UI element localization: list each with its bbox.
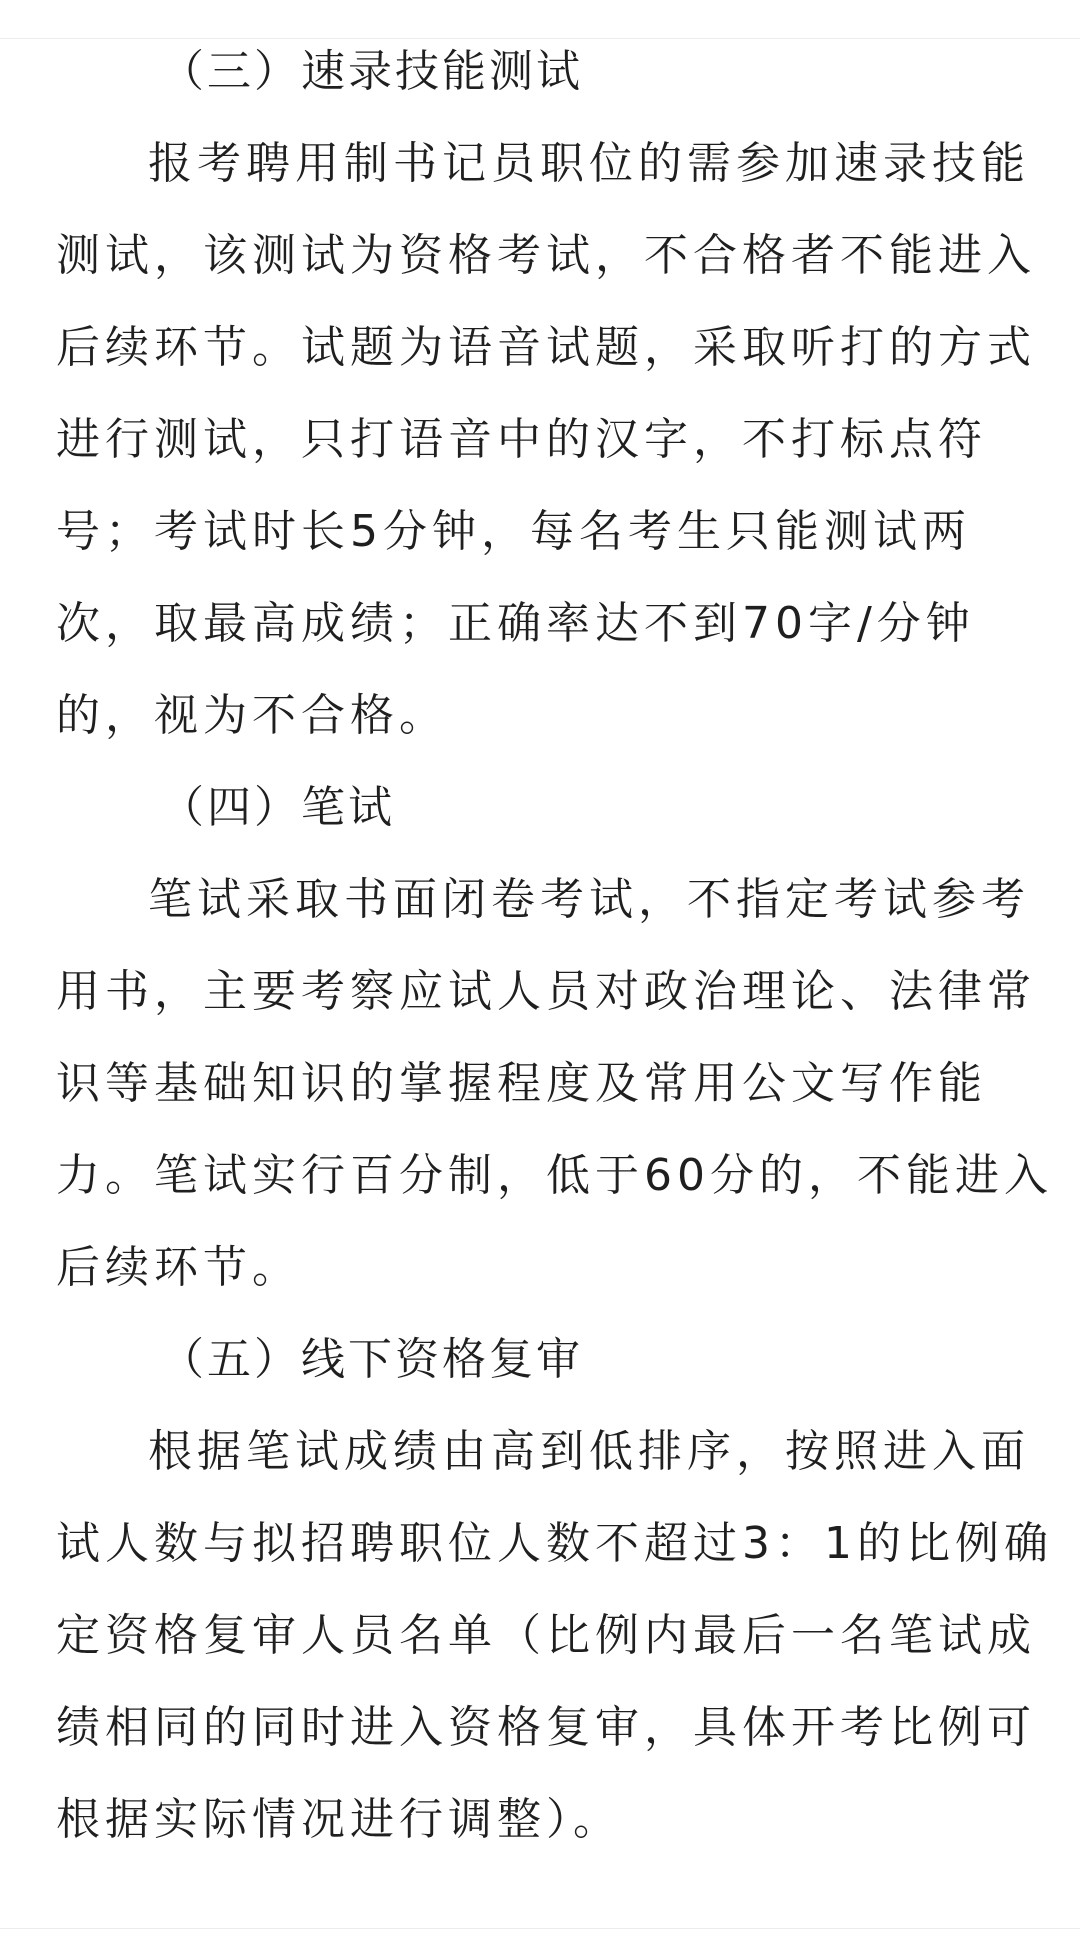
section-heading-written-exam: （四）笔试 <box>160 782 395 833</box>
paragraph-line: 定资格复审人员名单（比例内最后一名笔试成 <box>56 1610 1036 1661</box>
section-paragraph-qualification-review <box>56 1406 1053 1866</box>
paragraph-line: 号；考试时长5分钟，每名考生只能测试两 <box>56 506 971 557</box>
paragraph-line: 力。笔试实行百分制，低于60分的，不能进入 <box>56 1150 1053 1201</box>
paragraph-line: 用书，主要考察应试人员对政治理论、法律常 <box>56 966 1036 1017</box>
paragraph-line: 进行测试，只打语音中的汉字，不打标点符 <box>56 414 987 465</box>
paragraph-line: 根据笔试成绩由高到低排序，按照进入面 <box>148 1426 1030 1477</box>
paragraph-line: 笔试采取书面闭卷考试，不指定考试参考 <box>148 874 1030 925</box>
paragraph-line: 识等基础知识的掌握程度及常用公文写作能 <box>56 1058 987 1109</box>
paragraph-line: 后续环节。 <box>56 1242 301 1293</box>
section-paragraph-written-exam <box>56 854 1053 1314</box>
section-paragraph-speed-typing <box>56 118 1036 762</box>
paragraph-line: 后续环节。试题为语音试题，采取听打的方式 <box>56 322 1036 373</box>
paragraph-line: 试人数与拟招聘职位人数不超过3：1的比例确 <box>56 1518 1053 1569</box>
paragraph-line: 测试，该测试为资格考试，不合格者不能进入 <box>56 230 1036 281</box>
paragraph-line: 次，取最高成绩；正确率达不到70字/分钟 <box>56 598 975 649</box>
section-heading-speed-typing: （三）速录技能测试 <box>160 46 583 97</box>
paragraph-line: 根据实际情况进行调整）。 <box>56 1794 622 1845</box>
paragraph-line: 的，视为不合格。 <box>56 690 448 741</box>
article-body <box>56 26 1053 1866</box>
paragraph-line: 报考聘用制书记员职位的需参加速录技能 <box>148 138 1030 189</box>
bottom-divider <box>0 1928 1080 1929</box>
paragraph-line: 绩相同的同时进入资格复审，具体开考比例可 <box>56 1702 1036 1753</box>
section-heading-qualification-review: （五）线下资格复审 <box>160 1334 583 1385</box>
